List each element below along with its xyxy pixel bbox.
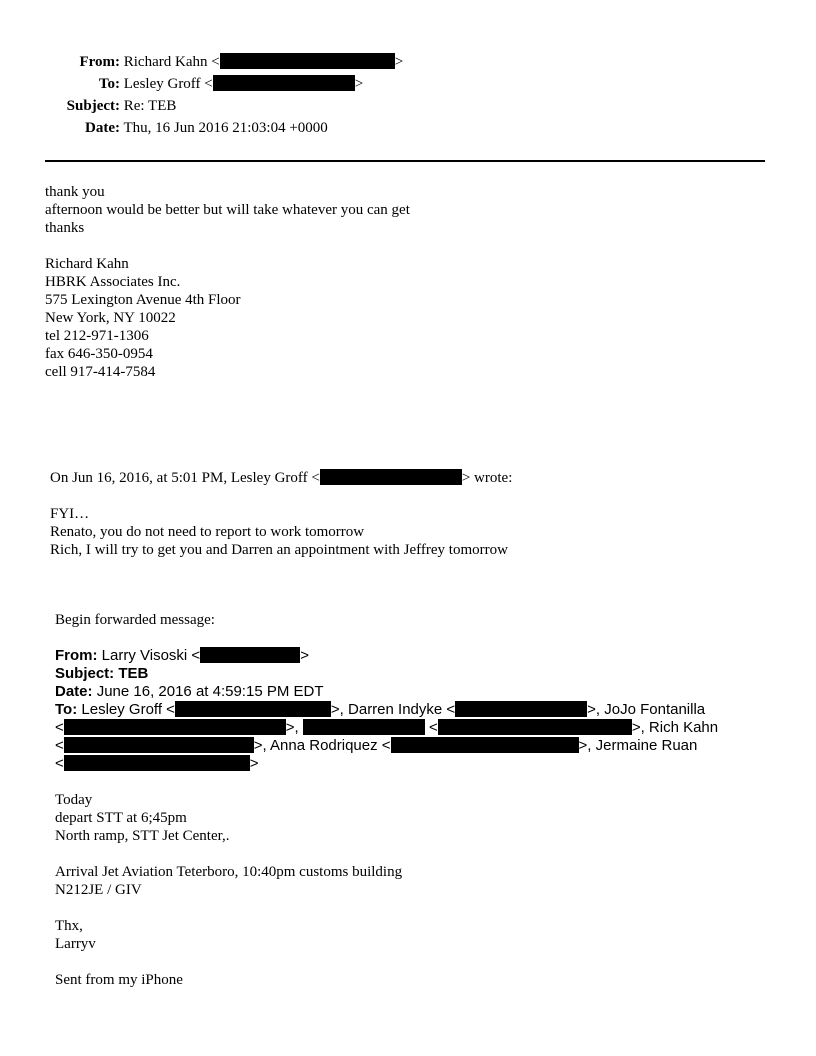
forwarded-body [55,791,402,989]
fwd-subject-value: TEB [118,665,149,682]
fwd-from-row [55,647,309,665]
body-line: Thx, [55,918,83,934]
forwarded-begin: Begin forwarded message: [55,612,215,628]
bracket: > [394,54,404,70]
fwd-to-text: < [55,755,64,772]
header-divider [45,160,765,162]
fwd-to-text: >, JoJo Fontanilla [587,701,706,718]
signature-line: 575 Lexington Avenue 4th Floor [45,292,241,308]
body-line [55,899,402,917]
signature-line: tel 212-971-1306 [45,328,149,344]
fwd-to-label: To: [55,701,78,718]
redaction-box [438,719,632,735]
header-date [0,117,328,139]
quoted-intro-suffix: > wrote: [461,470,513,486]
redaction-box [64,755,250,771]
signature-line: fax 646-350-0954 [45,346,153,362]
redaction-box [64,719,286,735]
reply-line: thank you [45,184,105,200]
bracket: > [354,76,364,92]
redaction-box [391,737,579,753]
signature-line: cell 917-414-7584 [45,364,156,380]
redaction-box [320,469,462,485]
fwd-date-row [55,683,324,701]
subject-value: Re: TEB [123,98,177,114]
body-line: Arrival Jet Aviation Teterboro, 10:40pm customs building [55,864,403,880]
body-line [55,845,402,863]
redaction-box [303,719,425,735]
fwd-from-label: From: [55,647,98,664]
body-line: depart STT at 6;45pm [55,810,187,826]
body-line: Today [55,792,93,808]
redaction-box [175,701,331,717]
to-label: To: [98,76,120,92]
quoted-body [50,505,508,559]
fwd-date-label: Date: [55,683,93,700]
from-name: Richard Kahn < [123,54,220,70]
quoted-line: FYI… [50,506,90,522]
fwd-to-text: >, Anna Rodriquez < [253,737,391,754]
signature-line: Richard Kahn [45,256,129,272]
body-line: Larryv [55,936,96,952]
fwd-to-text: < [55,737,64,754]
fwd-subject-label: Subject: [55,665,115,682]
fwd-from-value: Larry Visoski < [101,647,201,664]
body-line [55,953,402,971]
fwd-to-row-1 [55,701,705,719]
quoted-line: Renato, you do not need to report to work tomorrow [50,524,365,540]
fwd-to-text: < [55,719,64,736]
redaction-box [220,53,395,69]
fwd-to-text: >, Jermaine Ruan [578,737,698,754]
fwd-to-text: >, Rich Kahn [631,719,719,736]
body-line: Sent from my iPhone [55,972,183,988]
quoted-intro-prefix: On Jun 16, 2016, at 5:01 PM, Lesley Groff < [50,470,320,486]
signature-line: New York, NY 10022 [45,310,176,326]
date-value: Thu, 16 Jun 2016 21:03:04 +0000 [123,120,328,136]
fwd-to-text: >, [285,719,303,736]
body-line: N212JE / GIV [55,882,142,898]
signature-line: HBRK Associates Inc. [45,274,181,290]
body-line: North ramp, STT Jet Center,. [55,828,230,844]
fwd-to-text: < [424,719,438,736]
fwd-to-text: >, Darren Indyke < [330,701,456,718]
redaction-box [455,701,587,717]
fwd-date-value: June 16, 2016 at 4:59:15 PM EDT [96,683,324,700]
fwd-to-row-3 [55,737,697,755]
fwd-to-text: > [249,755,259,772]
fwd-subject-row [55,665,148,683]
fwd-to-row-4 [55,755,259,773]
fwd-to-row-2 [55,719,718,737]
signature [45,255,241,381]
to-name: Lesley Groff < [123,76,213,92]
reply-line: afternoon would be better but will take whatever you can get [45,202,410,218]
quoted-line: Rich, I will try to get you and Darren an appointment with Jeffrey tomorrow [50,542,508,558]
reply-line: thanks [45,220,85,236]
redaction-box [64,737,254,753]
header-to [0,73,363,95]
quoted-intro [50,469,512,487]
header-subject [0,95,176,117]
fwd-to-text: Lesley Groff < [81,701,175,718]
reply-body [45,183,410,237]
from-label: From: [79,54,120,70]
bracket: > [300,647,309,664]
subject-label: Subject: [66,98,120,114]
header-from [0,51,403,73]
redaction-box [200,647,300,663]
redaction-box [213,75,355,91]
date-label: Date: [85,120,120,136]
